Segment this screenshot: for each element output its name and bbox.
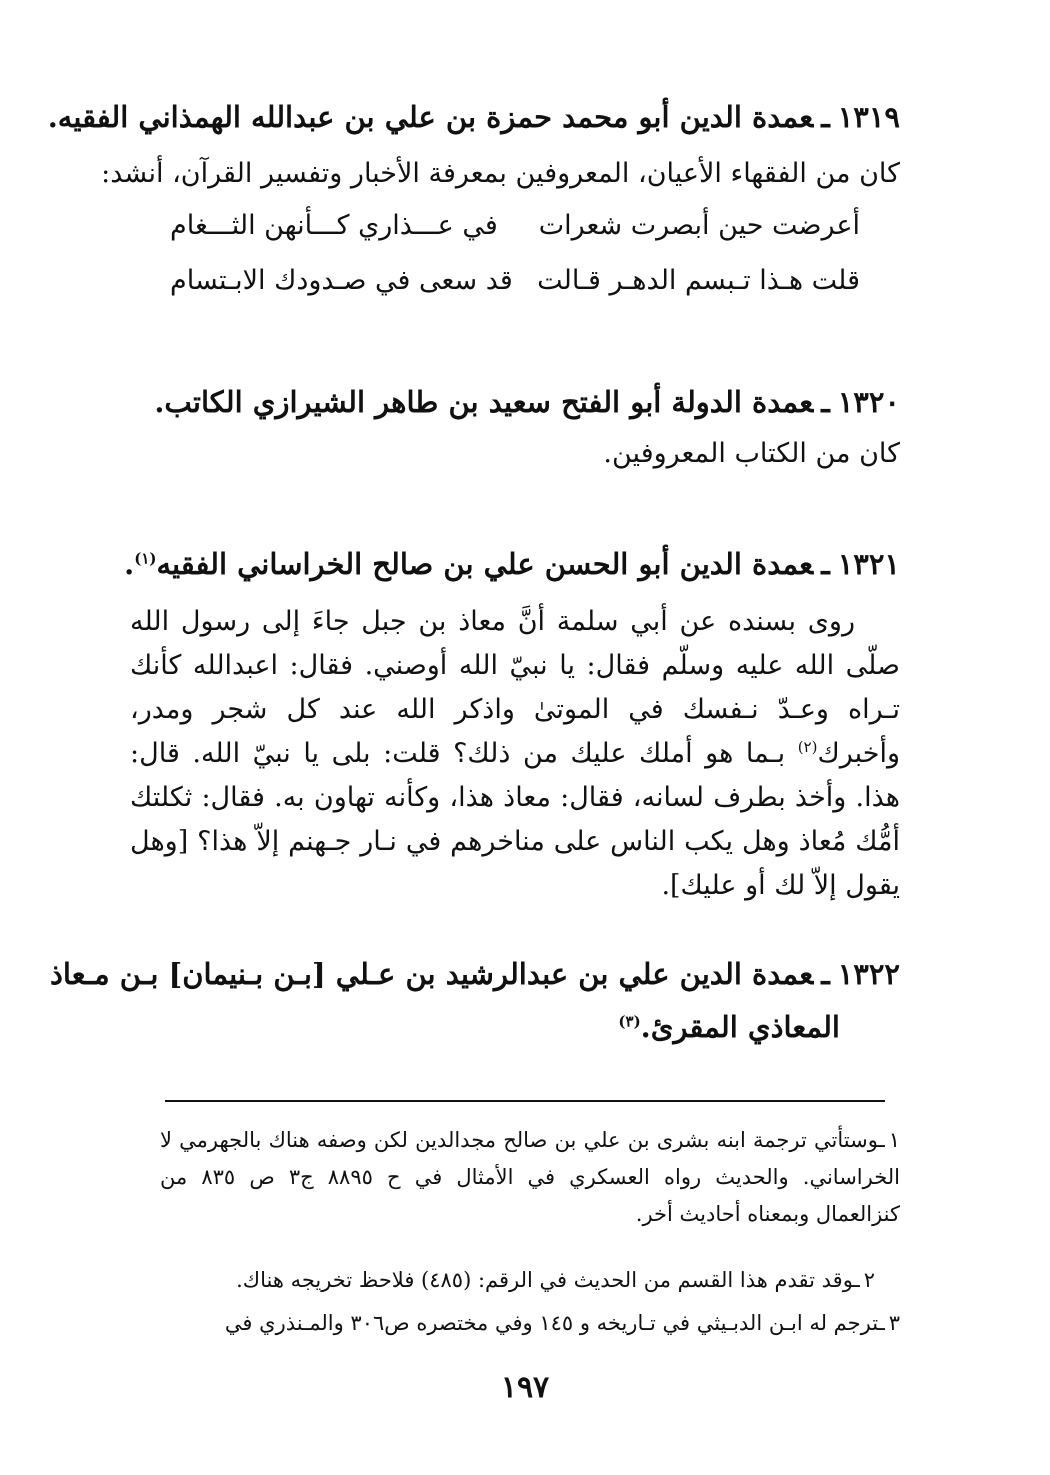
entry-title: عمدة الدين أبو محمد حمزة بن علي بن عبدالله الهمذاني الفقيه. xyxy=(47,100,814,134)
entry-number: ١٣٢٢ xyxy=(837,957,900,991)
entry-number: ١٣١٩ xyxy=(837,100,900,134)
footnote-ref[interactable]: (١) xyxy=(134,549,157,568)
verse-second-hemistich: في عـــذاري كـــأنهن الثـــغام xyxy=(170,210,498,241)
footnote-3 xyxy=(160,1305,900,1342)
footnote-number: ١ xyxy=(888,1128,900,1152)
entry-title: عمدة الدولة أبو الفتح سعيد بن طاهر الشيرازي الكاتب. xyxy=(154,385,814,419)
entry-heading-1321 xyxy=(124,540,900,588)
footnote-dash: ـ xyxy=(853,1268,860,1292)
entry-heading-1322 xyxy=(49,950,900,998)
hadith-text-continued: بـما هو أملك عليك من ذلك؟ قلت: بلى يا نبيّ الله. قال: هذا. وأخذ بطرف لسانه، فقال: معاذ هذا، وكأنه تهاون به. فقال: ثكلتك أمُّك مُعاذ وهل يكب الناس على مناخرهم في نـار جـهنم إلاّ هذا؟ [وهل يقول إلاّ لك أو عليك]. xyxy=(130,738,900,901)
entry-title-continued: المعاذي المقرئ. xyxy=(640,1010,840,1044)
footnote-1 xyxy=(160,1122,900,1233)
entry-intro-1320: كان من الكتاب المعروفين. xyxy=(603,438,900,469)
entry-body-1321 xyxy=(130,600,900,908)
footnote-text: وستأتي ترجمة ابنه بشرى بن علي بن صالح مجدالدين لكن وصفه هناك بالجهرمي لا الخراساني. والحديث رواه العسكري في الأمثال في ح ٨٨٩٥ ج٣ ص ٨٣٥ من كنزالعمال وبمعناه أحاديث أخر. xyxy=(160,1128,900,1226)
footnote-text: وقد تقدم هذا القسم من الحديث في الرقم: (٤٨٥) فلاحظ تخريجه هناك. xyxy=(236,1268,854,1292)
verse-second-hemistich: قد سعى في صـدودك الابـتسام xyxy=(170,265,513,296)
footnote-number: ٣ xyxy=(888,1311,900,1335)
entry-heading-1322-line2 xyxy=(140,1003,840,1051)
footnote-dash: ـ xyxy=(878,1128,885,1152)
entry-dash: ـ xyxy=(821,547,830,581)
footnote-2 xyxy=(160,1262,875,1299)
entry-dash: ـ xyxy=(821,100,830,134)
entry-title: عمدة الدين أبو الحسن علي بن صالح الخراساني الفقيه xyxy=(156,547,814,581)
entry-dash: ـ xyxy=(821,385,830,419)
verse-row-1 xyxy=(170,210,860,260)
page-number: ١٩٧ xyxy=(500,1370,550,1405)
entry-heading-1320 xyxy=(140,378,900,426)
footnote-ref[interactable]: (٣) xyxy=(618,1012,641,1031)
verse-row-2 xyxy=(170,265,860,315)
footnote-number: ٢ xyxy=(863,1268,875,1292)
entry-intro-1319: كان من الفقهاء الأعيان، المعروفين بمعرفة الأخبار وتفسير القرآن، أنشد: xyxy=(101,158,900,189)
entry-number: ١٣٢٠ xyxy=(837,385,900,419)
entry-number: ١٣٢١ xyxy=(837,547,900,581)
footnote-text: ترجم له ابـن الدبـيثي في تـاريخه و ١٤٥ وفي مختصره ص٣٠٦ والمـنذري في xyxy=(224,1311,879,1335)
footnote-dash: ـ xyxy=(878,1311,885,1335)
entry-heading-1319 xyxy=(47,93,900,141)
entry-title: عمدة الدين علي بن عبدالرشيد بن عـلي [بـن بـنيمان] بـن مـعاذ xyxy=(49,957,814,991)
verse-first-hemistich: أعرضت حين أبصرت شعرات xyxy=(538,210,860,241)
verse-first-hemistich: قلت هـذا تـبسم الدهـر قـالت xyxy=(537,265,860,296)
entry-title-end: . xyxy=(124,547,135,581)
hadith-text: روى بسنده عن أبي سلمة أنَّ معاذ بن جبل جاءَ إلى رسول الله صلّى الله عليه وسلّم فقال: يا نبيّ الله أوصني. فقال: اعبدالله كأنك تـراه وعـدّ نـفسك في الموتىٰ واذكر الله عند كل شجر ومدر، وأخبرك xyxy=(130,606,900,769)
footnote-divider xyxy=(165,1100,885,1102)
entry-dash: ـ xyxy=(821,957,830,991)
footnote-ref[interactable]: (٢) xyxy=(797,738,818,756)
